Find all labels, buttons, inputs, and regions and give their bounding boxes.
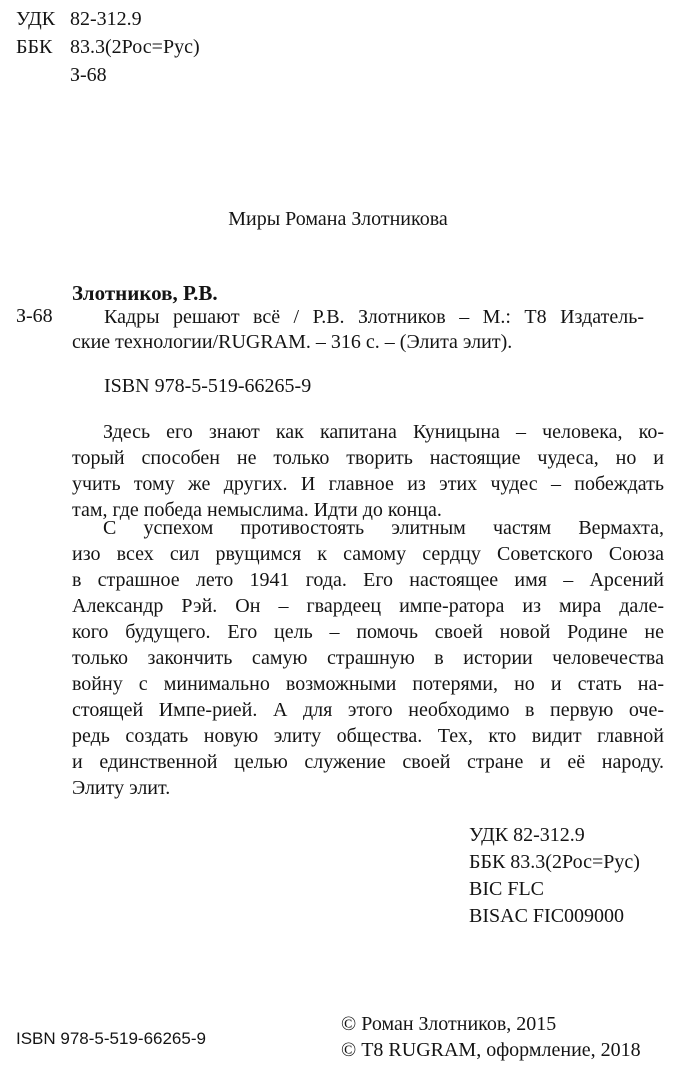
annotation-line: и единственной целью служение своей стране и её народу. [72,751,664,773]
annotation-line: только закончить самую страшную в истории человечества [72,647,664,669]
copyright-block [341,1011,641,1063]
annotation-line: войну с минимально возможными потерями, но и стать на- [72,673,664,695]
classification-codes [469,822,640,930]
bbk-label: ББК [16,36,53,58]
copyright-design: © Т8 RUGRAM, оформление, 2018 [341,1039,641,1061]
isbn-bottom: ISBN 978-5-519-66265-9 [16,1029,206,1048]
annotation-line: там, где победа немыслима. Идти до конца. [72,499,442,521]
annotation-line: стоящей Импе-рией. А для этого необходимо в первую оче- [72,699,664,721]
annotation-line: Элиту элит. [72,777,171,799]
udk-label: УДК [16,8,56,30]
code-bbk: ББК 83.3(2Рос=Рус) [469,851,640,873]
annotation-paragraph-2 [72,515,664,801]
code-udk: УДК 82-312.9 [469,824,585,846]
udk-code: 82-312.9 [70,8,142,30]
copyright-author: © Роман Злотников, 2015 [341,1013,557,1035]
annotation-line: Здесь его знают как капитана Куницына – человека, ко- [103,421,664,443]
annotation-line: С успехом противостоять элитным частям Вермахта, [103,517,664,539]
annotation-paragraph-1 [72,419,664,523]
author-mark-top: З-68 [70,64,107,86]
annotation-line: изо всех сил рвущимся к самому сердцу Советского Союза [72,543,664,565]
annotation-line: торый способен не только творить настоящие чудеса, но и [72,447,664,469]
bbk-code: 83.3(2Рос=Рус) [70,36,200,58]
annotation-line: в страшное лето 1941 года. Его настоящее имя – Арсений [72,569,664,591]
description-line-2: ские технологии/RUGRAM. – 316 с. – (Элита элит). [72,331,513,353]
isbn-main: ISBN 978-5-519-66265-9 [104,375,312,397]
series-title: Миры Романа Злотникова [228,208,448,230]
code-bic: BIC FLC [469,878,545,900]
author-mark-left: З-68 [16,305,53,327]
description-line-1: Кадры решают всё / Р.В. Злотников – М.: Т8 Издатель- [104,306,644,328]
author-heading: Злотников, Р.В. [72,281,218,305]
annotation-line: редь создать новую элиту общества. Тех, кто видит главной [72,725,664,747]
udk-row [16,7,142,31]
code-bisac: BISAC FIC009000 [469,905,625,927]
bbk-row [16,35,200,59]
annotation-line: кого будущего. Его цель – помочь своей новой Родине не [72,621,664,643]
annotation-line: Александр Рэй. Он – гвардеец импе-ратора из мира дале- [72,595,664,617]
annotation-line: учить тому же других. И главное из этих чудес – побеждать [72,473,664,495]
